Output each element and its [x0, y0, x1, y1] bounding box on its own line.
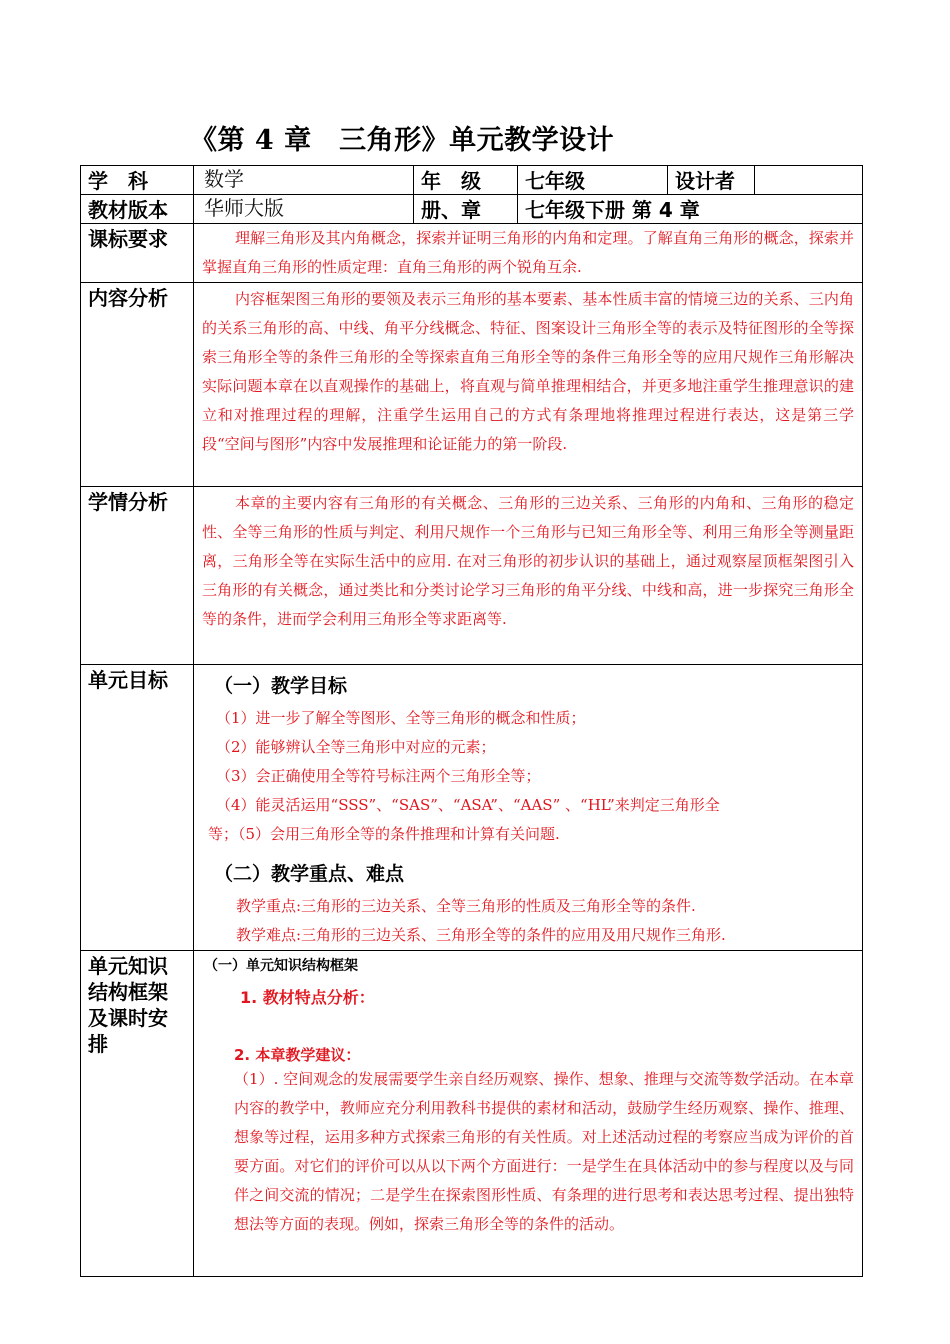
designer-label: 设计者: [668, 166, 755, 195]
content-analysis-text: 内容框架图三角形的要领及表示三角形的基本要素、基本性质丰富的情境三边的关系、三内角的关系三角形的高、中线、角平分线概念、特征、图案设计三角形全等的表示及特征图形的全等探索三角形全等的条件三角形的全等探索直角三角形全等的条件三角形全等的应用尺规作三角形解决实际问题本章在以直观操作的基础上，将直观与简单推理相结合，并更多地注重学生推理意识的建立和对推理过程的理解，注重学生运用自己的方式有条理地将推理过程进行表达，这是第三学段“空间与图形”内容中发展推理和论证能力的第一阶段.: [194, 283, 863, 487]
page-title: 《第 4 章 三角形》单元教学设计: [190, 125, 615, 156]
unit-goals-content: [194, 665, 863, 951]
framework-heading: （一）单元知识结构框架: [204, 958, 358, 974]
student-analysis-row: [81, 487, 863, 665]
list-item: （3）会正确使用全等符号标注两个三角形全等；: [216, 767, 541, 785]
header-row-2: [81, 195, 863, 224]
subject-value: 数学: [194, 166, 414, 195]
framework-row: [81, 951, 863, 1277]
framework-content: [194, 951, 863, 1277]
standards-label: 课标要求: [81, 224, 194, 283]
student-analysis-label: 学情分析: [81, 487, 194, 665]
teaching-suggestion-heading: 2. 本章教学建议：: [234, 1046, 361, 1064]
unit-goals-row: [81, 665, 863, 951]
list-item: （2）能够辨认全等三角形中对应的元素；: [216, 738, 496, 756]
grade-value: 七年级: [518, 166, 668, 195]
subject-label: 学 科: [81, 166, 194, 195]
teaching-goals-list: [194, 704, 862, 849]
volume-value: 七年级下册 第 4 章: [518, 195, 863, 224]
header-row-1: [81, 166, 863, 195]
content-analysis-row: [81, 283, 863, 487]
edition-label: 教材版本: [81, 195, 194, 224]
textbook-analysis-heading: 1. 教材特点分析：: [240, 988, 375, 1007]
teaching-suggestion-text: （1）. 空间观念的发展需要学生亲自经历观察、操作、想象、推理与交流等数学活动。在本章内容的教学中，教师应充分利用教科书提供的素材和活动，鼓励学生经历观察、操作、推理、想象等过程，运用多种方式探索三角形的有关性质。对上述活动过程的考察应当成为评价的首要方面。对它们的评价可以从以下两个方面进行：一是学生在具体活动中的参与程度以及与同伴之间交流的情况；二是学生在探索图形性质、有条理的进行思考和表达思考过程、提出独特想法等方面的表现。例如，探索三角形全等的条件的活动。: [234, 1070, 854, 1233]
standards-row: [81, 224, 863, 283]
list-item: 等；（5）会用三角形全等的条件推理和计算有关问题.: [208, 825, 560, 843]
key-point: 教学重点:三角形的三边关系、全等三角形的性质及三角形全等的条件.: [236, 897, 696, 915]
content-analysis-label: 内容分析: [81, 283, 194, 487]
list-item: （4）能灵活运用“SSS”、“SAS”、“ASA”、“AAS” 、“HL”来判定三角形全: [216, 796, 720, 814]
key-points-heading: （二）教学重点、难点: [214, 863, 405, 885]
student-analysis-text: 本章的主要内容有三角形的有关概念、三角形的三边关系、三角形的内角和、三角形的稳定性、全等三角形的性质与判定、利用尺规作一个三角形与已知三角形全等、利用三角形全等测量距离，三角形全等在实际生活中的应用. 在对三角形的初步认识的基础上，通过观察屋顶框架图引入三角形的有关概念，通过类比和分类讨论学习三角形的角平分线、中线和高，进一步探究三角形全等的条件，进而学会利用三角形全等求距离等.: [194, 487, 863, 665]
difficult-point: 教学难点:三角形的三边关系、三角形全等的条件的应用及用尺规作三角形.: [236, 926, 726, 944]
framework-label: 单元知识结构框架及课时安排: [81, 951, 194, 1277]
list-item: （1）进一步了解全等图形、全等三角形的概念和性质；: [216, 709, 586, 727]
unit-goals-label: 单元目标: [81, 665, 194, 951]
designer-value: [755, 166, 863, 195]
edition-value: 华师大版: [194, 195, 414, 224]
grade-label: 年 级: [414, 166, 518, 195]
volume-label: 册、章: [414, 195, 518, 224]
design-table: [80, 165, 863, 1277]
teaching-goals-heading: （一）教学目标: [214, 675, 348, 697]
standards-text: 理解三角形及其内角概念，探索并证明三角形的内角和定理。了解直角三角形的概念，探索并掌握直角三角形的性质定理：直角三角形的两个锐角互余.: [194, 224, 863, 283]
